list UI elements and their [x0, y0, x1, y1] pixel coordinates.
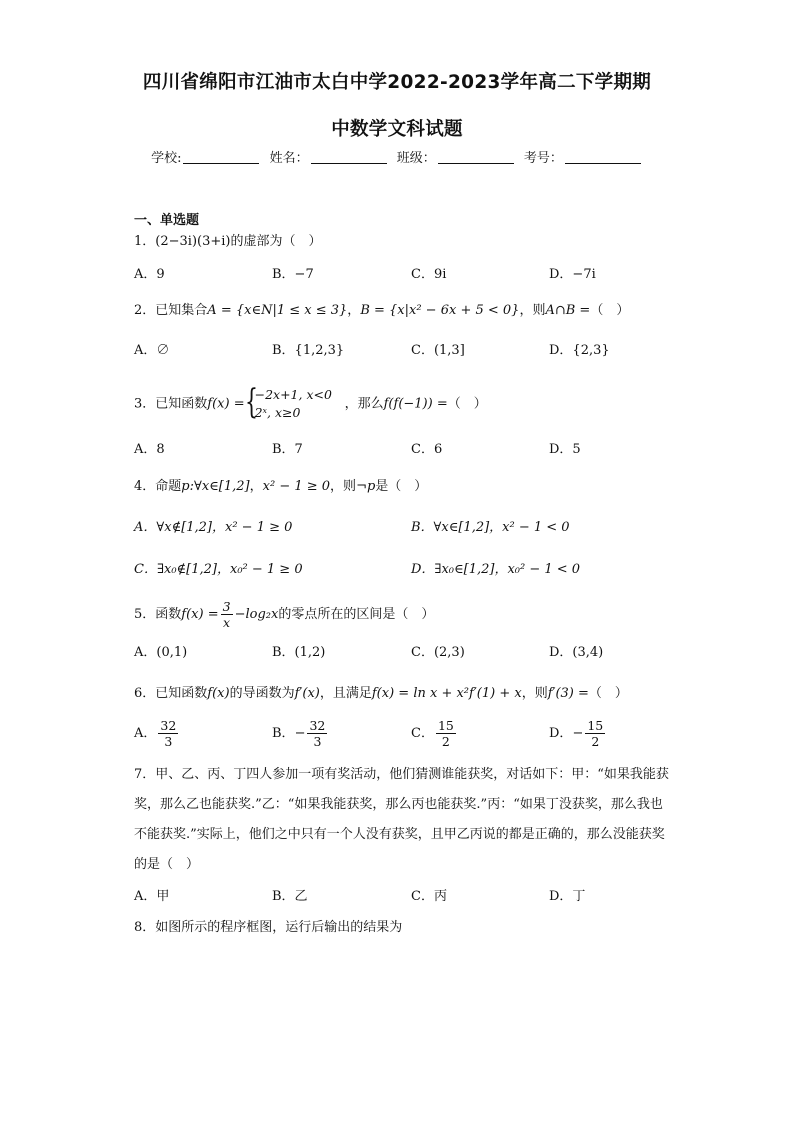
q6-option-d[interactable] — [549, 718, 607, 749]
q6-option-c[interactable] — [411, 718, 458, 749]
school-blank[interactable] — [183, 151, 259, 164]
fraction-numerator: 32 — [309, 718, 326, 733]
question-text: 的零点所在的区间是（ ） — [278, 607, 435, 622]
option-sign: − — [572, 726, 584, 741]
q6-option-a[interactable] — [134, 718, 180, 749]
name-blank[interactable] — [311, 151, 387, 164]
question-number: 8． — [134, 920, 156, 935]
exam-title-line2: 中数学文科试题 — [331, 119, 463, 140]
q5-option-d[interactable]: D．(3,4) — [549, 645, 604, 660]
function-expr: f(x) — [207, 686, 230, 701]
q2-option-b[interactable]: B．{1,2,3} — [272, 343, 345, 358]
class-label: 班级： — [396, 151, 436, 166]
question-number: 7． — [134, 767, 156, 782]
exam-title-line1: 四川省绵阳市江油市太白中学2022-2023学年高二下学期期 — [142, 72, 652, 93]
fraction-denominator: 3 — [164, 734, 173, 749]
fraction — [585, 718, 605, 749]
condition-expr: x² − 1 ≥ 0 — [262, 479, 331, 494]
question-number: 6． — [134, 686, 156, 701]
target-expr: f′(3) = — [547, 686, 589, 701]
question-text: 已知函数 — [155, 686, 208, 701]
q3-option-a[interactable]: A．8 — [134, 442, 165, 457]
set-b-expr: B = {x|x² − 6x + 5 < 0} — [360, 303, 520, 318]
q4-option-b[interactable]: B．∀x∈[1,2]，x² − 1 < 0 — [411, 520, 570, 535]
q7-option-a[interactable]: A．甲 — [134, 889, 170, 904]
q5-option-b[interactable]: B．(1,2) — [272, 645, 326, 660]
question-text: ，那么 — [344, 396, 384, 412]
question-1 — [134, 233, 321, 251]
fraction-denominator: 3 — [313, 734, 322, 749]
fraction-denominator: 2 — [591, 734, 600, 749]
q6-option-b[interactable] — [272, 718, 329, 749]
fraction-denominator: 2 — [441, 734, 450, 749]
fraction-numerator: 3 — [222, 599, 231, 614]
composite-expr: f(f(−1)) = — [383, 396, 448, 412]
fraction-numerator: 15 — [437, 718, 454, 733]
question-text: 已知集合 — [155, 303, 208, 318]
case-2: 2ˣ, x≥0 — [254, 405, 301, 420]
question-text: 函数 — [155, 607, 182, 622]
q1-option-b[interactable]: B．−7 — [272, 267, 314, 282]
fraction-denominator: x — [223, 615, 231, 630]
question-number: 1． — [134, 234, 156, 249]
q5-option-a[interactable]: A．(0,1) — [134, 645, 188, 660]
question-number: 5． — [134, 607, 156, 622]
option-label: C． — [411, 726, 434, 741]
q7-option-d[interactable]: D．丁 — [549, 889, 586, 904]
question-text: ，则 — [521, 686, 548, 701]
option-sign: − — [294, 726, 306, 741]
question-3 — [134, 382, 487, 423]
question-number: 4． — [134, 479, 156, 494]
case-1: −2x+1, x<0 — [254, 387, 332, 402]
question-text: ，则 — [519, 303, 546, 318]
question-7 — [134, 760, 674, 880]
question-number: 2． — [134, 303, 156, 318]
q3-option-c[interactable]: C．6 — [411, 442, 443, 457]
q3-option-d[interactable]: D．5 — [549, 442, 581, 457]
number-blank[interactable] — [565, 151, 641, 164]
fraction — [221, 599, 233, 630]
q2-option-c[interactable]: C．(1,3] — [411, 343, 465, 358]
class-blank[interactable] — [438, 151, 514, 164]
option-label: D． — [549, 726, 573, 741]
piecewise-cases — [244, 382, 345, 422]
section-heading: 一、单选题 — [134, 213, 200, 228]
q4-option-a[interactable]: A．∀x∉[1,2]，x² − 1 ≥ 0 — [134, 520, 293, 535]
brace-icon: { — [244, 382, 258, 422]
name-label: 姓名： — [269, 151, 309, 166]
q1-option-d[interactable]: D．−7i — [549, 267, 596, 282]
set-a-expr: A = {x∈N|1 ≤ x ≤ 3} — [207, 303, 348, 318]
q5-option-c[interactable]: C．(2,3) — [411, 645, 465, 660]
fraction — [307, 718, 327, 749]
question-number: 3． — [134, 396, 156, 412]
question-text: 的导函数为 — [229, 686, 295, 701]
question-6 — [134, 685, 628, 703]
question-4 — [134, 478, 427, 496]
derivative-expr: f′(x) — [294, 686, 320, 701]
student-info-line — [0, 147, 794, 166]
fraction-numerator: 15 — [587, 718, 604, 733]
number-label: 考号： — [523, 151, 563, 166]
function-expr: f(x) = — [207, 396, 245, 412]
q4-option-d[interactable]: D．∃x₀∈[1,2]，x₀² − 1 < 0 — [411, 562, 581, 577]
fraction — [436, 718, 456, 749]
q1-option-a[interactable]: A．9 — [134, 267, 165, 282]
q3-option-b[interactable]: B．7 — [272, 442, 303, 457]
negation-expr: ¬p — [356, 479, 376, 494]
option-label: A． — [134, 726, 157, 741]
q2-option-d[interactable]: D．{2,3} — [549, 343, 610, 358]
question-text: （ ） — [588, 686, 628, 701]
question-8 — [134, 919, 402, 937]
option-label: B． — [272, 726, 295, 741]
q1-option-c[interactable]: C．9i — [411, 267, 447, 282]
question-text: ，则 — [330, 479, 357, 494]
fraction — [158, 718, 178, 749]
function-expr: f(x) = — [181, 607, 219, 622]
fraction-numerator: 32 — [160, 718, 177, 733]
question-text: 是（ ） — [375, 479, 428, 494]
q4-option-c[interactable]: C．∃x₀∉[1,2]，x₀² − 1 ≥ 0 — [134, 562, 303, 577]
equation-expr: f(x) = ln x + x²f′(1) + x — [371, 686, 522, 701]
intersection-expr: A∩B = — [545, 303, 591, 318]
question-text: ， — [249, 479, 263, 494]
question-text: （ ） — [590, 303, 630, 318]
question-text: 已知函数 — [155, 396, 208, 412]
question-2 — [134, 302, 629, 320]
question-text: 命题 — [155, 479, 182, 494]
proposition-expr: p:∀x∈[1,2] — [181, 479, 250, 494]
q7-option-c[interactable]: C．丙 — [411, 889, 447, 904]
school-label: 学校: — [151, 151, 182, 166]
log-expr: −log₂x — [234, 607, 279, 622]
question-stem: 如图所示的程序框图，运行后输出的结果为 — [155, 920, 403, 935]
question-text: （ ） — [447, 396, 487, 412]
question-5 — [134, 598, 434, 632]
q7-option-b[interactable]: B．乙 — [272, 889, 308, 904]
question-text: ，且满足 — [319, 686, 372, 701]
q2-option-a[interactable]: A．∅ — [134, 343, 170, 358]
question-stem: 甲、乙、丙、丁四人参加一项有奖活动，他们猜测谁能获奖，对话如下：甲：“如果我能获奖，那么乙也能获奖.”乙：“如果我能获奖，那么丙也能获奖.”丙：“如果丁没获奖，那么我也不能获奖.”实际上，他们之中只有一个人没有获奖，且甲乙丙说的都是正确的，那么没能获奖的是（ ） — [134, 767, 669, 872]
question-stem: (2−3i)(3+i)的虚部为（ ） — [155, 234, 322, 249]
question-text: ， — [347, 303, 361, 318]
